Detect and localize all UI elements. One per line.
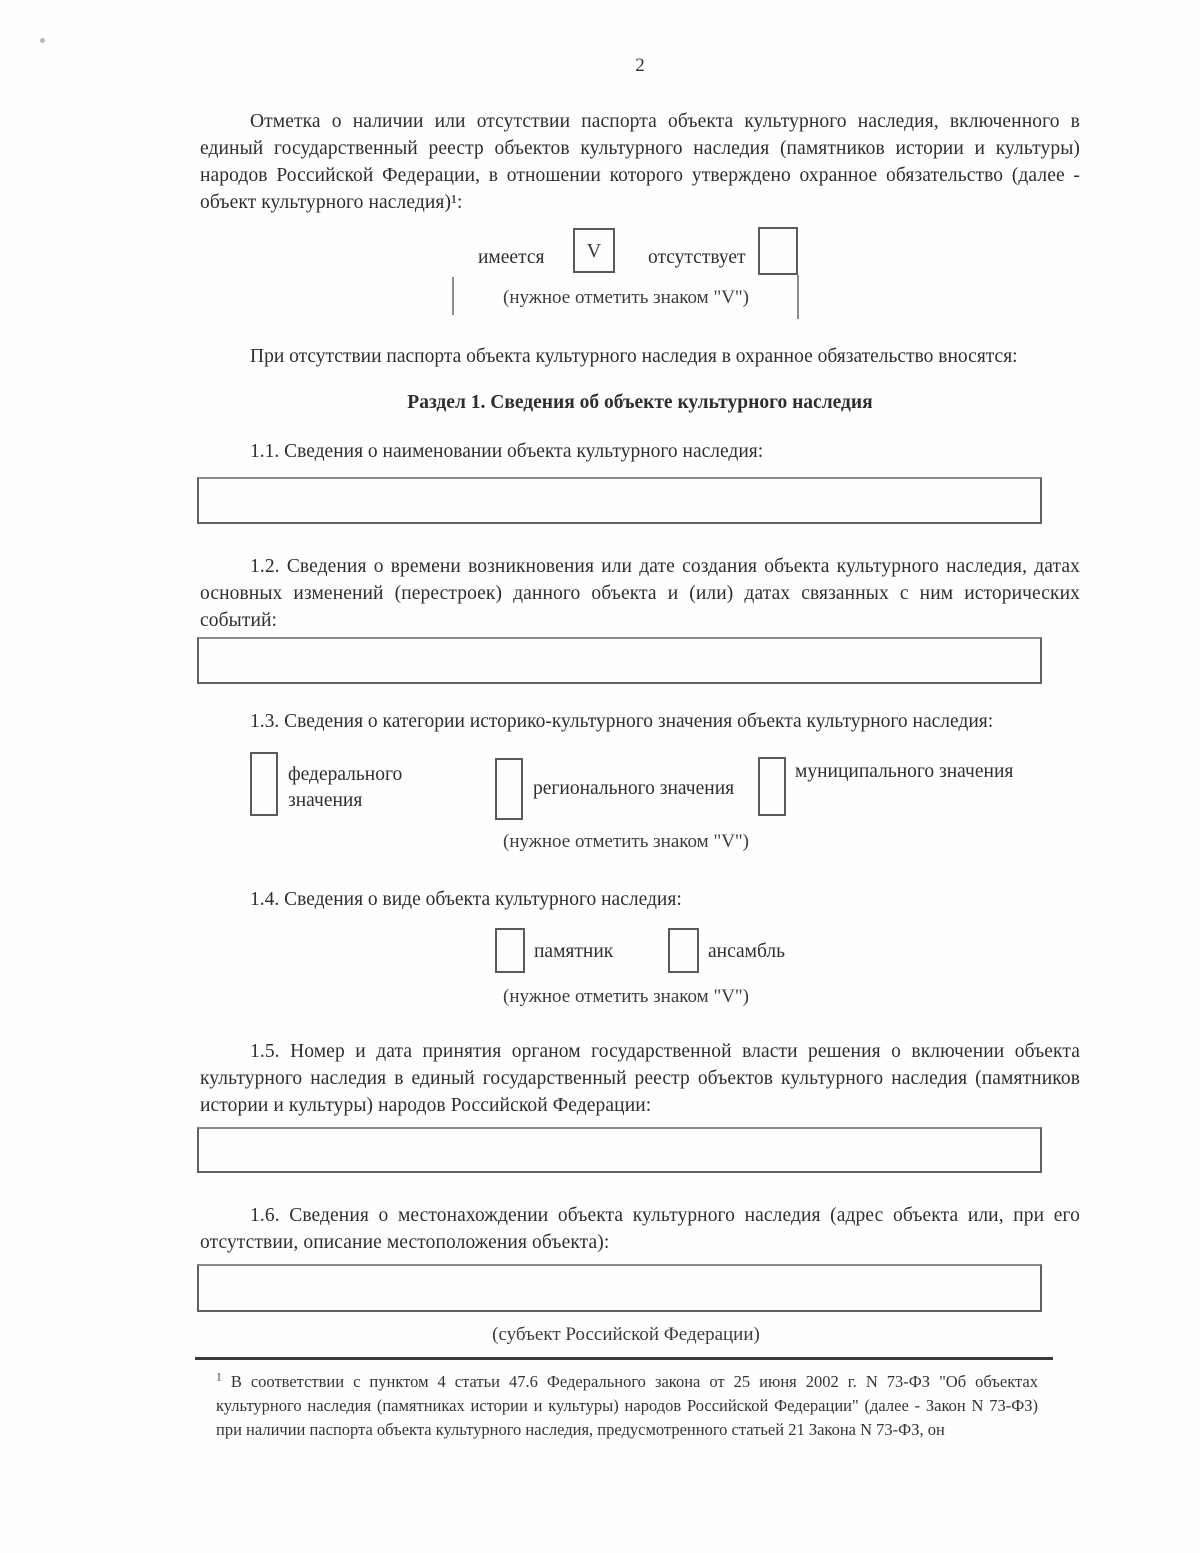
- item-1-1-label: 1.1. Сведения о наименовании объекта культурного наследия:: [250, 441, 764, 462]
- intro-paragraph: Отметка о наличии или отсутствии паспорта объекта культурного наследия, включенного в единый государственный реестр объектов культурного наследия (памятников истории и культуры) народов Российской Федерации, в отношении которого утверждено охранное обязательство (далее - объект культурного наследия)¹:: [200, 111, 1080, 213]
- label-municipal: муниципального значения: [795, 761, 1014, 782]
- mark-hint: (нужное отметить знаком "V"): [503, 287, 749, 308]
- absence-line: При отсутствии паспорта объекта культурного наследия в охранное обязательство вносятся:: [250, 346, 1018, 367]
- label-ansambl: ансамбль: [708, 941, 786, 962]
- footnote-marker: 1: [216, 1371, 222, 1384]
- present-label: имеется: [478, 247, 545, 268]
- footnote-separator: [195, 1357, 1053, 1360]
- item-1-4-options: [200, 928, 1080, 976]
- checkbox-ansambl[interactable]: [668, 928, 699, 973]
- present-checkbox[interactable]: V: [573, 228, 615, 273]
- item-1-3-label: 1.3. Сведения о категории историко-культурного значения объекта культурного наследия:: [250, 711, 994, 732]
- item-1-4-label: 1.4. Сведения о виде объекта культурного наследия:: [250, 889, 682, 910]
- absent-label: отсутствует: [648, 247, 746, 268]
- passport-mark-block: [200, 227, 1080, 327]
- checkbox-federal[interactable]: [250, 752, 278, 816]
- item-1-2-input[interactable]: [197, 637, 1042, 684]
- label-federal: федерального значения: [288, 764, 403, 811]
- checkbox-regional[interactable]: [495, 758, 523, 820]
- label-regional: регионального значения: [533, 778, 735, 799]
- checkbox-pamyatnik[interactable]: [495, 928, 525, 973]
- footnote: [216, 1370, 1038, 1442]
- page-number: 2: [635, 55, 645, 76]
- absent-checkbox[interactable]: [758, 227, 798, 275]
- item-1-3-options: [200, 750, 1080, 825]
- item-1-3-hint: (нужное отметить знаком "V"): [503, 831, 749, 852]
- item-1-4-hint: (нужное отметить знаком "V"): [503, 986, 749, 1007]
- item-1-5-label: 1.5. Номер и дата принятия органом государственной власти решения о включении объекта культурного наследия в единый государственный реестр объектов культурного наследия (памятников истории и культуры) народов Российской Федерации:: [200, 1041, 1080, 1116]
- item-1-6-input[interactable]: [197, 1264, 1042, 1312]
- item-1-6-label: 1.6. Сведения о местонахождении объекта культурного наследия (адрес объекта или, при его отсутствии, описание местоположения объекта):: [200, 1205, 1080, 1253]
- item-1-5-input[interactable]: [197, 1127, 1042, 1173]
- scan-speck: [40, 38, 45, 43]
- item-1-1-input[interactable]: [197, 477, 1042, 524]
- footnote-body: В соответствии с пунктом 4 статьи 47.6 Федерального закона от 25 июня 2002 г. N 73-ФЗ "Об объектах культурного наследия (памятниках истории и культуры) народов Российской Федерации" (далее - Закон N 73-ФЗ) при наличии паспорта объекта культурного наследия, предусмотренного статьей 21 Закона N 73-ФЗ, он: [216, 1372, 1039, 1439]
- section1-title: Раздел 1. Сведения об объекте культурного наследия: [407, 392, 873, 413]
- item-1-2-label: 1.2. Сведения о времени возникновения или дате создания объекта культурного наследия, датах основных изменений (перестроек) данного объекта и (или) датах связанных с ним исторических событий:: [200, 556, 1080, 631]
- checkbox-municipal[interactable]: [758, 757, 786, 816]
- label-pamyatnik: памятник: [534, 941, 614, 962]
- item-1-6-caption: (субъект Российской Федерации): [492, 1324, 760, 1345]
